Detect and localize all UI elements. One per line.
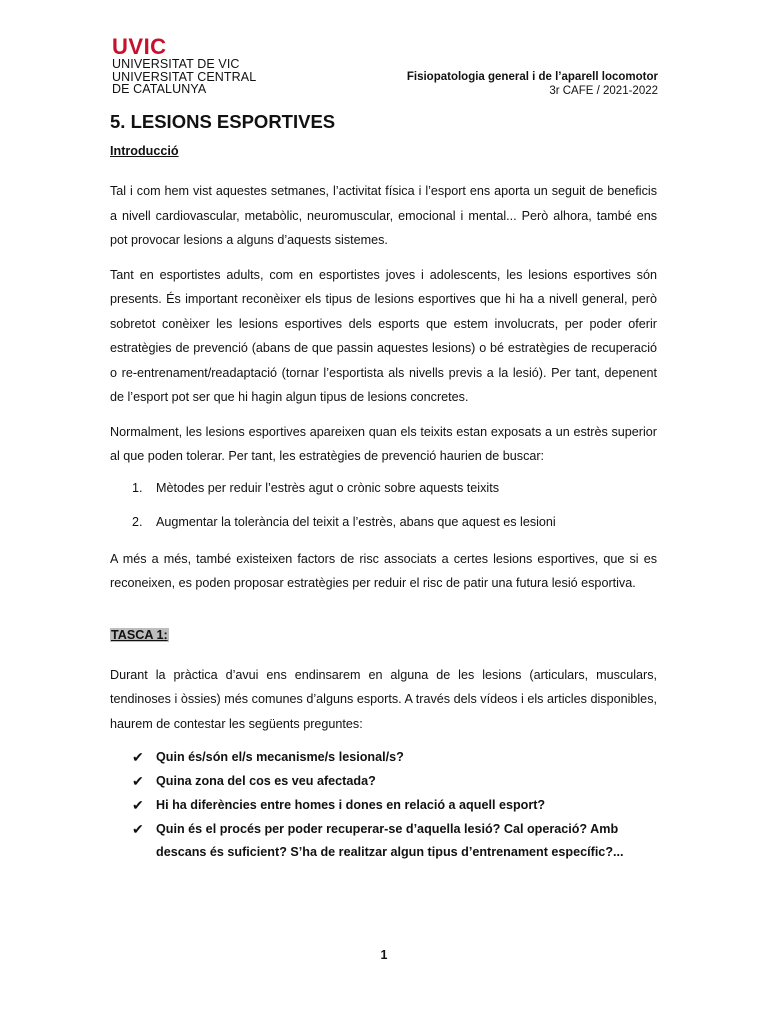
list-number: 2.	[132, 514, 143, 529]
logo-line: UNIVERSITAT CENTRAL	[112, 69, 257, 84]
checkmark-icon: ✔	[132, 797, 144, 813]
list-number: 1.	[132, 480, 143, 495]
question-list	[110, 746, 657, 864]
logo-vic-text: VIC	[128, 34, 167, 59]
numbered-list	[110, 479, 657, 531]
task-label: TASCA 1:	[111, 627, 168, 642]
section-heading: Introducció	[110, 144, 179, 158]
document-body	[110, 110, 657, 865]
course-subtitle: 3r CAFE / 2021-2022	[549, 85, 658, 97]
question-item	[110, 794, 657, 817]
paragraph: A més a més, també existeixen factors de risc associats a certes lesions esportives, que si es reconeixen, es poden proposar estratègies per reduir el risc de patir una futura lesió esportiva.	[110, 551, 657, 590]
logo-u-glyph: U	[112, 34, 129, 59]
uvic-logo	[112, 34, 257, 96]
logo-university-names	[112, 58, 256, 96]
question-text: Hi ha diferències entre homes i dones en relació a aquell esport?	[156, 798, 546, 812]
logo-line: UNIVERSITAT DE VIC	[112, 57, 240, 71]
logo-line: DE CATALUNYA	[112, 82, 207, 96]
list-item	[110, 513, 657, 531]
checkmark-icon: ✔	[132, 773, 144, 789]
page-number: 1	[380, 948, 388, 962]
checkmark-icon: ✔	[132, 749, 144, 765]
paragraph: Tant en esportistes adults, com en esportistes joves i adolescents, les lesions esportives són presents. És important reconèixer els tipus de lesions esportives que hi ha a nivell general, però sobretot conèixer les lesions esportives dels esports que estem involucrats, per poder oferir estratègies de prevenció (abans de que passin aquestes lesions) o bé estratègies de recuperació o re-entrenament/readaptació (tornar l’esportista als nivells previs a la lesió). Per tant, depenent de l’esport pot ser que hi hagin algun tipus de lesions concretes.	[110, 267, 657, 404]
question-text: Quin és el procés per poder recuperar-se d’aquella lesió? Cal operació? Amb descans és suficient? S’ha de realitzar algun tipus d’entrenament específic?...	[156, 822, 624, 859]
question-text: Quin és/són el/s mecanisme/s lesional/s?	[156, 750, 404, 764]
course-title: Fisiopatologia general i de l’aparell locomotor	[406, 71, 658, 83]
paragraph: Normalment, les lesions esportives apareixen quan els teixits estan exposats a un estrès superior al que poden tolerar. Per tant, les estratègies de prevenció haurien de buscar:	[110, 424, 657, 463]
list-item	[110, 479, 657, 497]
list-item-text: Mètodes per reduir l’estrès agut o crònic sobre aquests teixits	[156, 480, 499, 495]
course-header	[407, 70, 658, 98]
task-heading	[110, 626, 657, 644]
question-item	[110, 770, 657, 793]
logo-mark	[112, 34, 256, 59]
question-item	[110, 746, 657, 769]
question-text: Quina zona del cos es veu afectada?	[156, 774, 376, 788]
checkmark-icon: ✔	[132, 821, 144, 837]
list-item-text: Augmentar la tolerància del teixit a l’estrès, abans que aquest es lesioni	[156, 514, 556, 529]
task-paragraph: Durant la pràctica d’avui ens endinsarem en alguna de les lesions (articulars, musculars, tendinoses i òssies) més comunes d’alguns esports. A través dels vídeos i els articles disponibles, haurem de contestar les següents preguntes:	[110, 667, 657, 731]
paragraph: Tal i com hem vist aquestes setmanes, l’activitat física i l’esport ens aporta un seguit de beneficis a nivell cardiovascular, metabòlic, neuromuscular, emocional i mental... Però alhora, també ens pot provocar lesions a alguns d’aquests sistemes.	[110, 184, 657, 247]
document-title: 5. LESIONS ESPORTIVES	[110, 111, 336, 132]
question-item	[110, 818, 657, 864]
